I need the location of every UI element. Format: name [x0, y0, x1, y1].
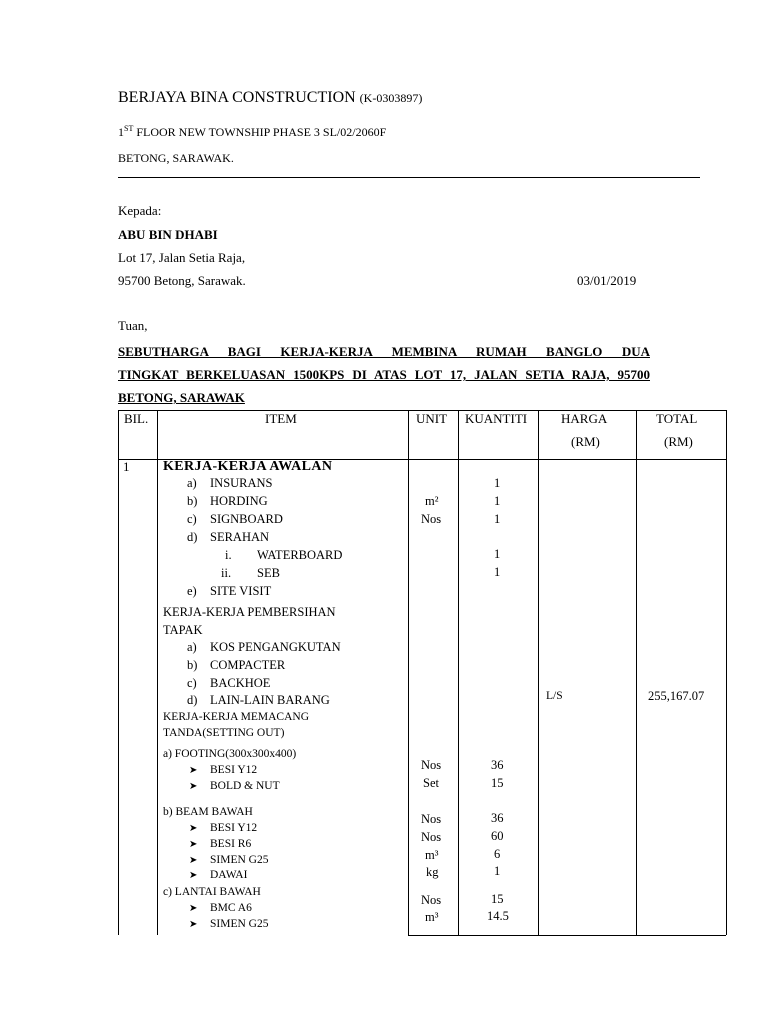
subsection-title: KERJA-KERJA MEMACANG — [163, 711, 309, 723]
qty-value: 1 — [494, 864, 501, 878]
list-marker: b) — [187, 658, 198, 672]
list-item: SITE VISIT — [210, 584, 272, 598]
col-header-total-unit: (RM) — [664, 434, 693, 449]
list-marker: ii. — [221, 566, 232, 580]
list-item: SIGNBOARD — [210, 512, 283, 526]
qty-value: 36 — [491, 811, 504, 825]
list-item: BMC A6 — [210, 902, 252, 914]
col-header-bil: BIL. — [124, 411, 149, 426]
qty-value: 36 — [491, 758, 504, 772]
col-header-harga: HARGA — [561, 411, 608, 426]
list-item: WATERBOARD — [257, 548, 343, 562]
col-header-harga-unit: (RM) — [571, 434, 600, 449]
list-item: INSURANS — [210, 476, 273, 490]
qty-value: 15 — [491, 776, 504, 790]
arrowhead-bullet-icon: ➤ — [189, 839, 198, 850]
row-bil: 1 — [123, 459, 130, 474]
company-address-line2: BETONG, SARAWAK. — [118, 151, 234, 165]
arrowhead-bullet-icon: ➤ — [189, 903, 198, 914]
list-item: BOLD & NUT — [210, 780, 280, 792]
list-marker: c) — [187, 676, 197, 690]
unit-value: Nos — [421, 758, 442, 772]
subject-line2: TINGKAT BERKELUASAN 1500KPS DI ATAS LOT 17, JALAN SETIA RAJA, 95700 — [118, 367, 650, 382]
arrowhead-bullet-icon: ➤ — [189, 919, 198, 930]
subsection-title: TAPAK — [163, 623, 203, 637]
subject-line1: SEBUTHARGA BAGI KERJA-KERJA MEMBINA RUMAH BANGLO DUA — [118, 344, 650, 359]
list-item: SIMEN G25 — [210, 918, 269, 930]
recipient-to-label: Kepada: — [118, 203, 162, 218]
arrowhead-bullet-icon: ➤ — [189, 855, 198, 866]
arrowhead-bullet-icon: ➤ — [189, 823, 198, 834]
arrowhead-bullet-icon: ➤ — [189, 765, 198, 776]
recipient-address-line1: Lot 17, Jalan Setia Raja, — [118, 250, 246, 265]
recipient-address-line2: 95700 Betong, Sarawak. — [118, 273, 246, 288]
list-marker: c) — [187, 512, 197, 526]
unit-value: Set — [423, 776, 439, 790]
list-item: SERAHAN — [210, 530, 270, 544]
list-marker: a) — [187, 640, 197, 654]
company-registration: (K-0303897) — [359, 91, 423, 105]
arrowhead-bullet-icon: ➤ — [189, 781, 198, 792]
list-item: COMPACTER — [210, 658, 286, 672]
list-item: BACKHOE — [210, 676, 271, 690]
beam-title: b) BEAM BAWAH — [163, 806, 253, 818]
letter-date: 03/01/2019 — [577, 273, 637, 288]
list-marker: b) — [187, 494, 198, 508]
list-marker: i. — [225, 548, 232, 562]
unit-value: Nos — [421, 812, 442, 826]
qty-value: 60 — [491, 829, 504, 843]
qty-value: 14.5 — [487, 909, 509, 923]
unit-value: m³ — [425, 910, 439, 924]
list-item: BESI R6 — [210, 838, 252, 850]
salutation: Tuan, — [118, 318, 148, 333]
col-header-kuantiti: KUANTITI — [465, 411, 528, 426]
unit-value: Nos — [421, 893, 442, 907]
qty-value: 6 — [494, 847, 501, 861]
arrowhead-bullet-icon: ➤ — [189, 870, 198, 881]
col-header-unit: UNIT — [416, 411, 448, 426]
unit-value: Nos — [421, 512, 442, 526]
subsection-title: TANDA(SETTING OUT) — [163, 727, 285, 739]
company-address-line1: 1ST FLOOR NEW TOWNSHIP PHASE 3 SL/02/2060F — [118, 124, 387, 139]
list-item: HORDING — [210, 494, 268, 508]
recipient-name: ABU BIN DHABI — [118, 227, 218, 242]
qty-value: 1 — [494, 565, 501, 579]
total-value: 255,167.07 — [648, 689, 705, 703]
list-item: KOS PENGANGKUTAN — [210, 640, 341, 654]
list-marker: d) — [187, 693, 198, 707]
list-marker: a) — [187, 476, 197, 490]
unit-value: Nos — [421, 830, 442, 844]
col-header-item: ITEM — [265, 411, 297, 426]
company-name: BERJAYA BINA CONSTRUCTION (K-0303897) — [118, 89, 423, 106]
qty-value: 15 — [491, 892, 504, 906]
list-item: LAIN-LAIN BARANG — [210, 693, 330, 707]
list-marker: e) — [187, 584, 197, 598]
lantai-title: c) LANTAI BAWAH — [163, 886, 261, 898]
qty-value: 1 — [494, 512, 501, 526]
list-item: SIMEN G25 — [210, 854, 269, 866]
list-item: BESI Y12 — [210, 822, 258, 834]
list-item: SEB — [257, 566, 280, 580]
list-marker: d) — [187, 530, 198, 544]
subsection-title: KERJA-KERJA PEMBERSIHAN — [163, 605, 336, 619]
qty-value: 1 — [494, 476, 501, 490]
header-divider — [118, 177, 700, 178]
unit-value: m² — [425, 494, 439, 508]
section-title: KERJA-KERJA AWALAN — [163, 459, 333, 474]
list-item: DAWAI — [210, 869, 248, 881]
unit-value: kg — [426, 865, 439, 879]
unit-value: m³ — [425, 848, 439, 862]
harga-value: L/S — [546, 690, 563, 702]
qty-value: 1 — [494, 494, 501, 508]
subject-heading — [118, 340, 650, 409]
col-header-total: TOTAL — [656, 411, 698, 426]
list-item: BESI Y12 — [210, 764, 258, 776]
subject-line3: BETONG, SARAWAK — [118, 390, 245, 405]
qty-value: 1 — [494, 547, 501, 561]
footing-title: a) FOOTING(300x300x400) — [163, 748, 297, 760]
